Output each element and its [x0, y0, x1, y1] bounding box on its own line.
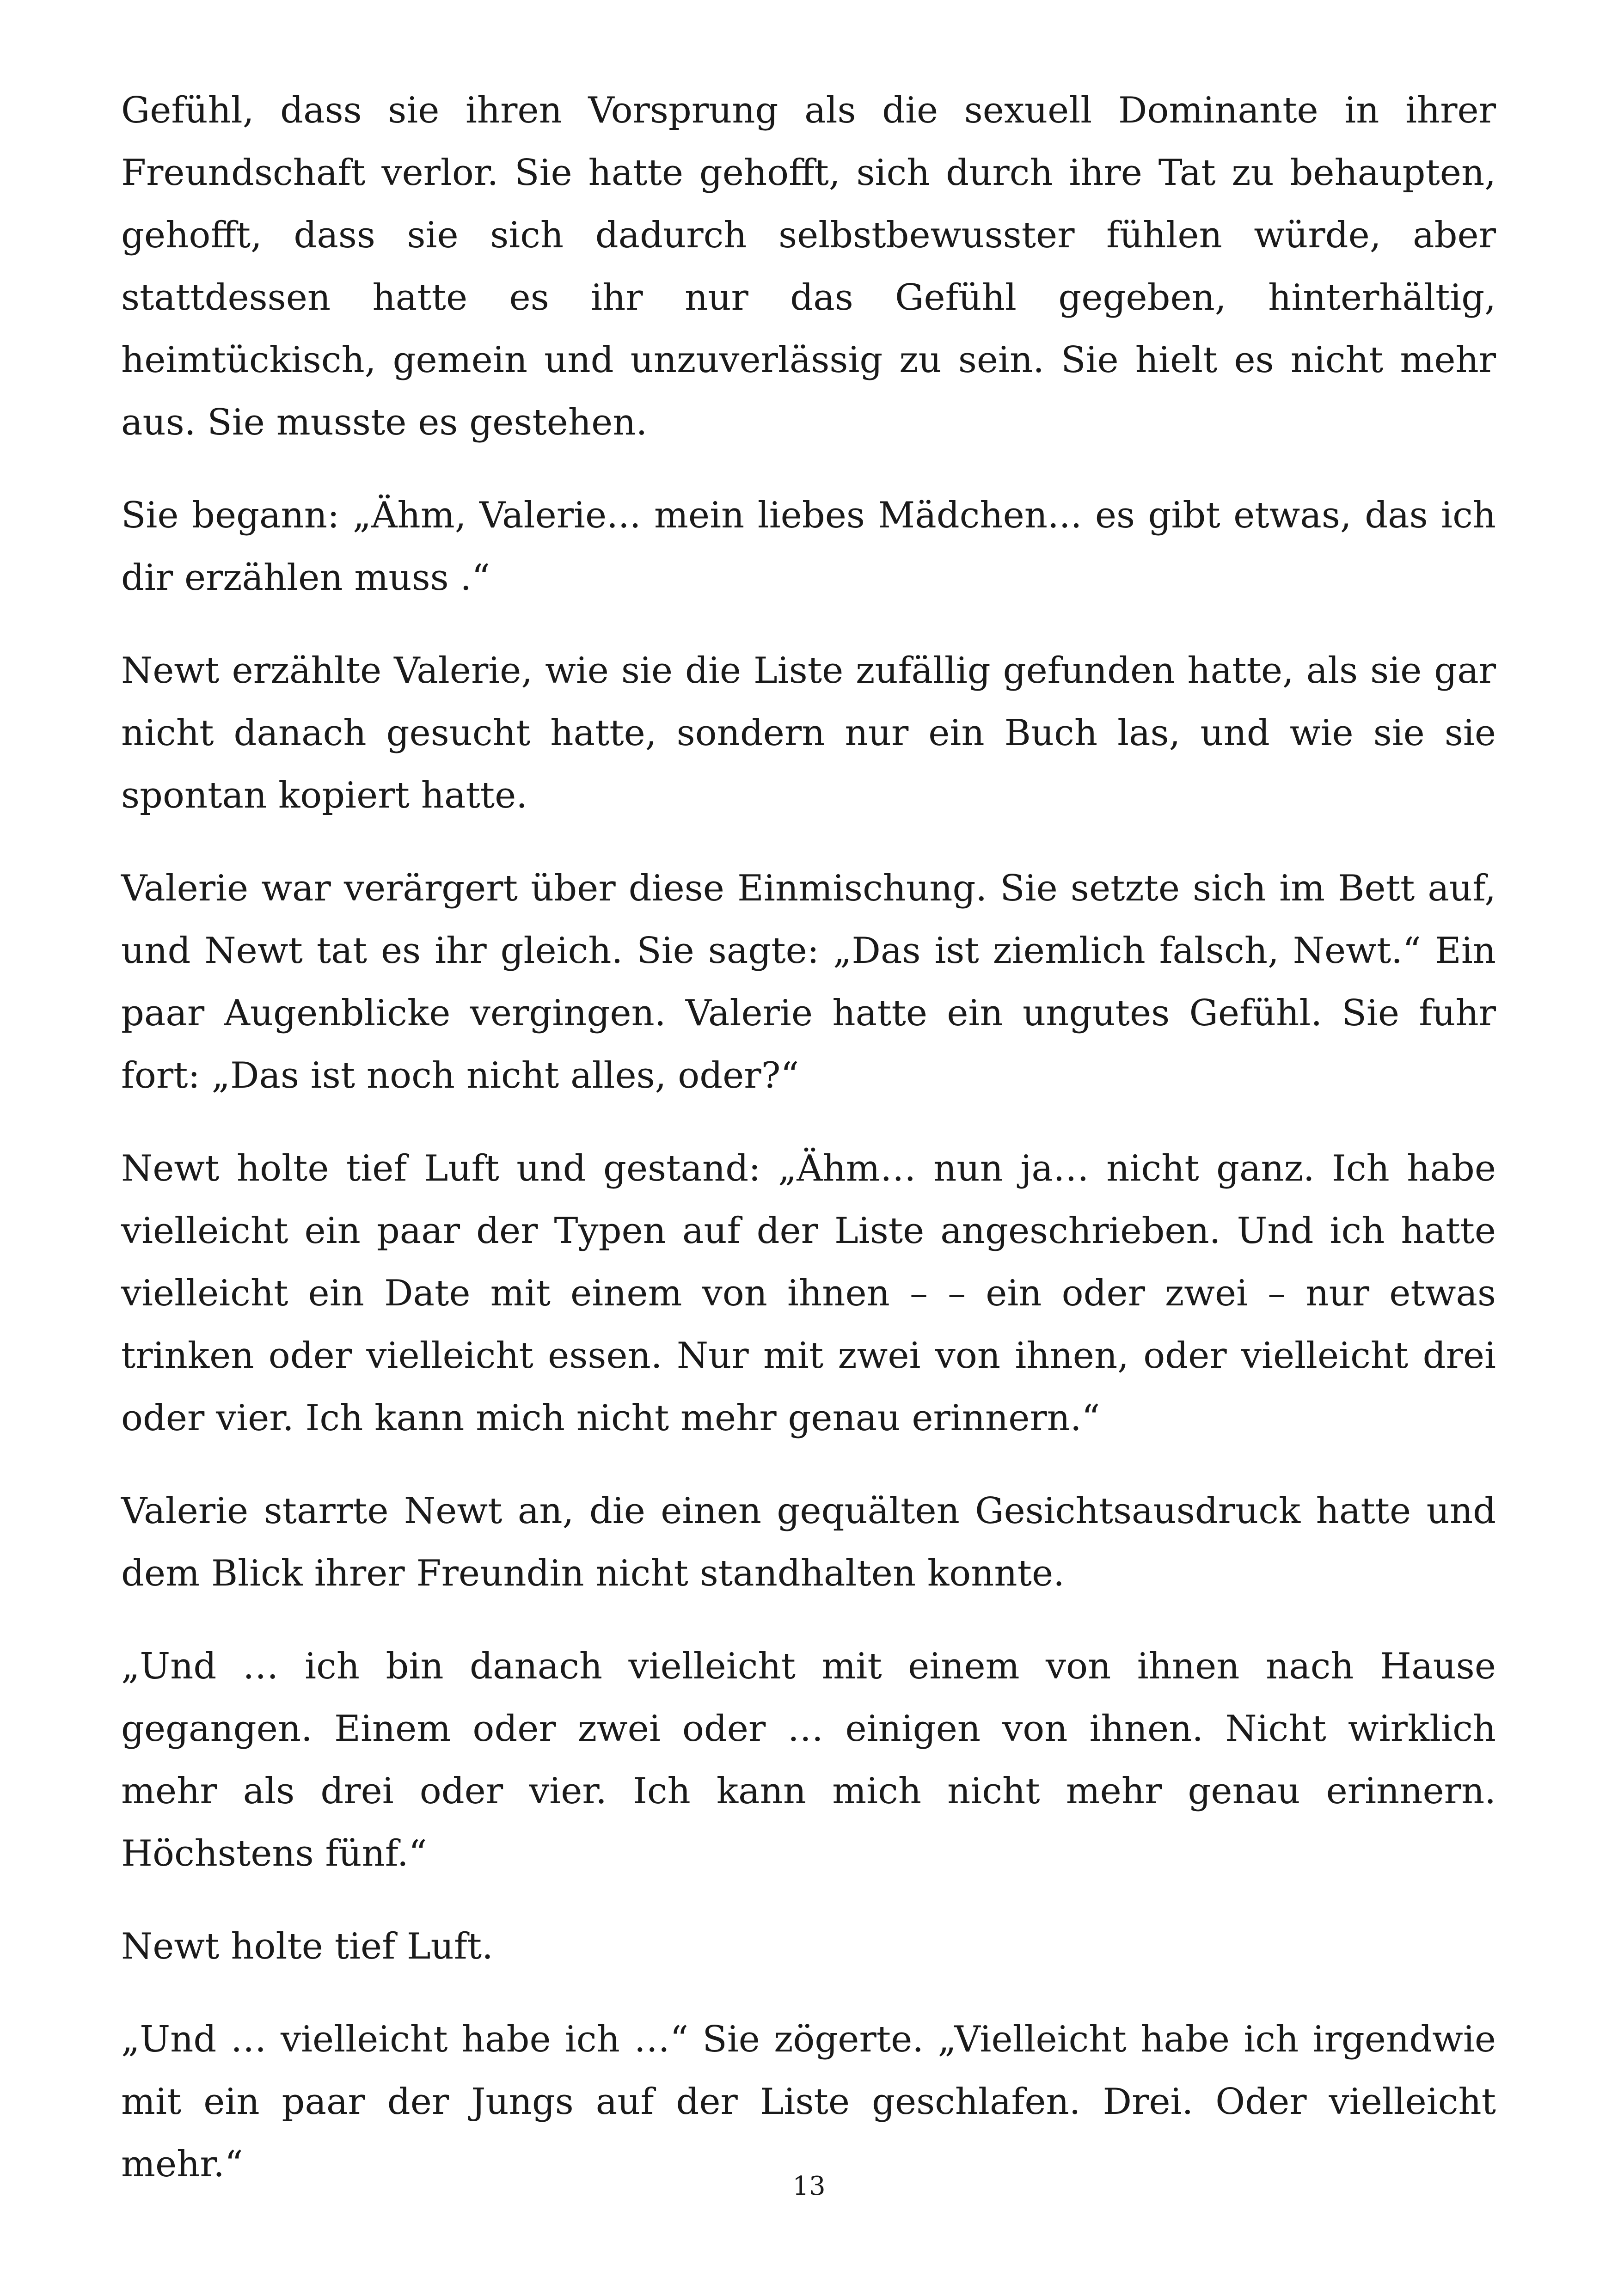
- paragraph: Valerie starrte Newt an, die einen gequälten Gesichtsausdruck hatte und dem Blick ihrer Freundin nicht standhalten konnte.: [121, 1490, 1496, 1594]
- paragraph: „Und … vielleicht habe ich …“ Sie zögerte. „Vielleicht habe ich irgendwie mit ein paar der Jungs auf der Liste geschlafen. Drei. Oder vielleicht mehr.“: [121, 2019, 1496, 2185]
- paragraph: Sie begann: „Ähm, Valerie... mein liebes Mädchen... es gibt etwas, das ich dir erzählen muss .“: [121, 495, 1496, 599]
- paragraph: Newt holte tief Luft.: [121, 1926, 493, 1967]
- paragraph: Gefühl, dass sie ihren Vorsprung als die sexuell Dominante in ihrer Freundschaft verlor. Sie hatte gehofft, sich durch ihre Tat zu behaupten, gehofft, dass sie sich dadurch selbstbewusster fühlen würde, aber stattdessen hatte es ihr nur das Gefühl gegeben, hinterhältig, heimtückisch, gemein und unzuverlässig zu sein. Sie hielt es nicht mehr aus. Sie musste es gestehen.: [121, 90, 1496, 443]
- paragraph: Newt erzählte Valerie, wie sie die Liste zufällig gefunden hatte, als sie gar nicht danach gesucht hatte, sondern nur ein Buch las, und wie sie sie spontan kopiert hatte.: [121, 650, 1496, 816]
- paragraph: „Und … ich bin danach vielleicht mit einem von ihnen nach Hause gegangen. Einem oder zwei oder … einigen von ihnen. Nicht wirklich mehr als drei oder vier. Ich kann mich nicht mehr genau erinnern. Höchstens fünf.“: [121, 1646, 1496, 1874]
- body-text: [121, 80, 1496, 2226]
- paragraph: Newt holte tief Luft und gestand: „Ähm… nun ja… nicht ganz. Ich habe vielleicht ein paar der Typen auf der Liste angeschrieben. Und ich hatte vielleicht ein Date mit einem von ihnen – – ein oder zwei – nur etwas trinken oder vielleicht essen. Nur mit zwei von ihnen, oder vielleicht drei oder vier. Ich kann mich nicht mehr genau erinnern.“: [121, 1148, 1496, 1439]
- paragraph: Valerie war verärgert über diese Einmischung. Sie setzte sich im Bett auf, und Newt tat es ihr gleich. Sie sagte: „Das ist ziemlich falsch, Newt.“ Ein paar Augenblicke vergingen. Valerie hatte ein ungutes Gefühl. Sie fuhr fort: „Das ist noch nicht alles, oder?“: [121, 868, 1496, 1096]
- page-number: 13: [792, 2171, 826, 2201]
